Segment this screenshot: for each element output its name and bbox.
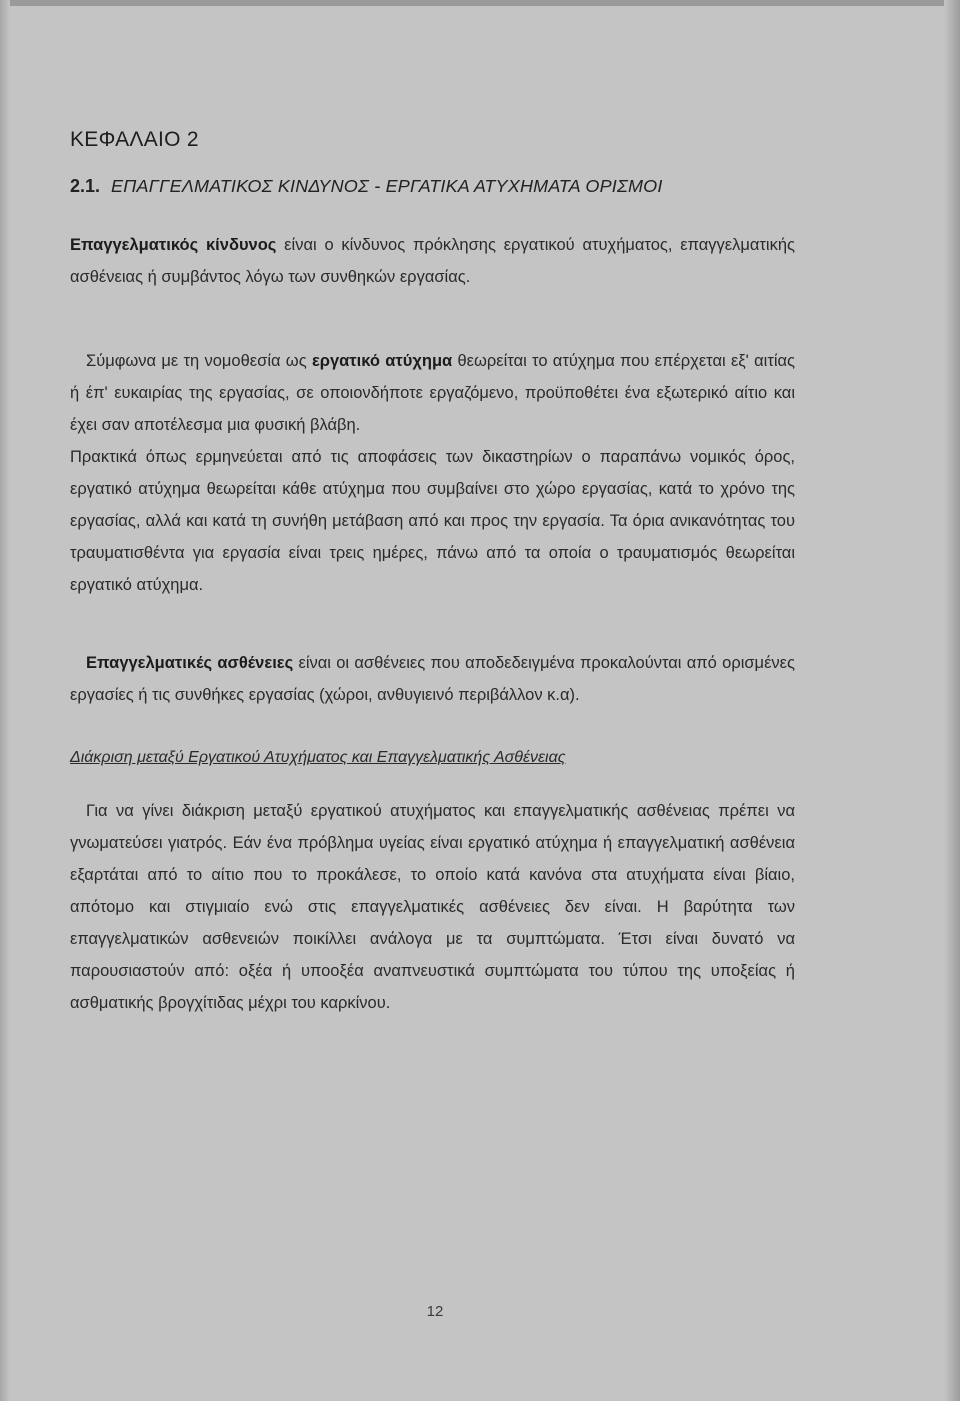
paragraph-text: Σύμφωνα με τη νομοθεσία ως — [86, 352, 312, 370]
paragraph-occupational-risk — [70, 229, 795, 293]
paragraph-text: είναι οι ασθένειες που αποδεδειγμένα προκαλούνται από ορισμένες εργασίες ή τις συνθήκες εργασίας (χώροι, ανθυγιεινό περιβάλλον κ.α). — [70, 654, 795, 704]
term-occupational-risk: Επαγγελματικός κίνδυνος — [70, 236, 277, 254]
subheading-distinction: Διάκριση μεταξύ Εργατικού Ατυχήματος και Επαγγελματικής Ασθένειας — [70, 749, 566, 766]
paragraph-work-accident-definition — [70, 345, 795, 441]
page-content — [70, 128, 795, 1019]
page-number: 12 — [426, 1303, 444, 1320]
section-heading — [70, 176, 795, 197]
section-number: 2.1. — [70, 176, 101, 196]
paragraph-court-interpretation: Πρακτικά όπως ερμηνεύεται από τις αποφάσεις των δικαστηρίων ο παραπάνω νομικός όρος, εργατικό ατύχημα θεωρείται κάθε ατύχημα που συμβαίνει στο χώρο εργασίας, κατά το χρόνο της εργασίας, αλλά και κατά τη συνήθη μετάβαση από και προς την εργασία. Τα όρια ανικανότητας του τραυματισθέντα για εργασία είναι τρεις ημέρες, πάνω από τα οποία ο τραυματισμός θεωρείται εργατικό ατύχημα. — [70, 448, 795, 594]
chapter-heading: ΚΕΦΑΛΑΙΟ 2 — [70, 128, 199, 151]
top-scan-border — [0, 0, 960, 6]
paragraph-text: είναι ο κίνδυνος πρόκλησης εργατικού ατυχήματος, επαγγελματικής ασθένειας ή συμβάντος λόγω των συνθηκών εργασίας. — [70, 236, 795, 286]
right-scan-edge — [944, 0, 960, 1401]
paragraph-occupational-diseases — [70, 647, 795, 711]
term-work-accident: εργατικό ατύχημα — [311, 352, 453, 370]
term-occupational-diseases: Επαγγελματικές ασθένειες — [86, 654, 294, 672]
section-title-text: ΕΠΑΓΓΕΛΜΑΤΙΚΟΣ ΚΙΝΔΥΝΟΣ - ΕΡΓΑΤΙΚΑ ΑΤΥΧΗΜΑΤΑ ΟΡΙΣΜΟΙ — [111, 176, 663, 196]
paragraph-distinction: Για να γίνει διάκριση μεταξύ εργατικού ατυχήματος και επαγγελματικής ασθένειας πρέπει να γνωματεύσει γιατρός. Εάν ένα πρόβλημα υγείας είναι εργατικό ατύχημα ή επαγγελματική ασθένεια εξαρτάται από το αίτιο που το προκάλεσε, το οποίο κατά κανόνα στα ατυχήματα είναι βίαιο, απότομο και στιγμιαίο ενώ στις επαγγελματικές ασθένειες δεν είναι. Η βαρύτητα των επαγγελματικών ασθενειών ποικίλλει ανάλογα με τα συμπτώματα. Έτσι είναι δυνατό να παρουσιαστούν από: οξέα ή υποοξέα αναπνευστικά συμπτώματα του τύπου της υποξείας ή ασθματικής βρογχίτιδας μέχρι του καρκίνου. — [70, 802, 795, 1012]
paragraph-text: θεωρείται το ατύχημα που επέρχεται εξ' αιτίας ή έπ' ευκαιρίας της εργασίας, σε οποιονδήποτε εργαζόμενο, προϋποθέτει ένα εξωτερικό αίτιο και έχει σαν αποτέλεσμα μια φυσική βλάβη. — [70, 352, 795, 434]
left-scan-edge — [0, 0, 10, 1401]
